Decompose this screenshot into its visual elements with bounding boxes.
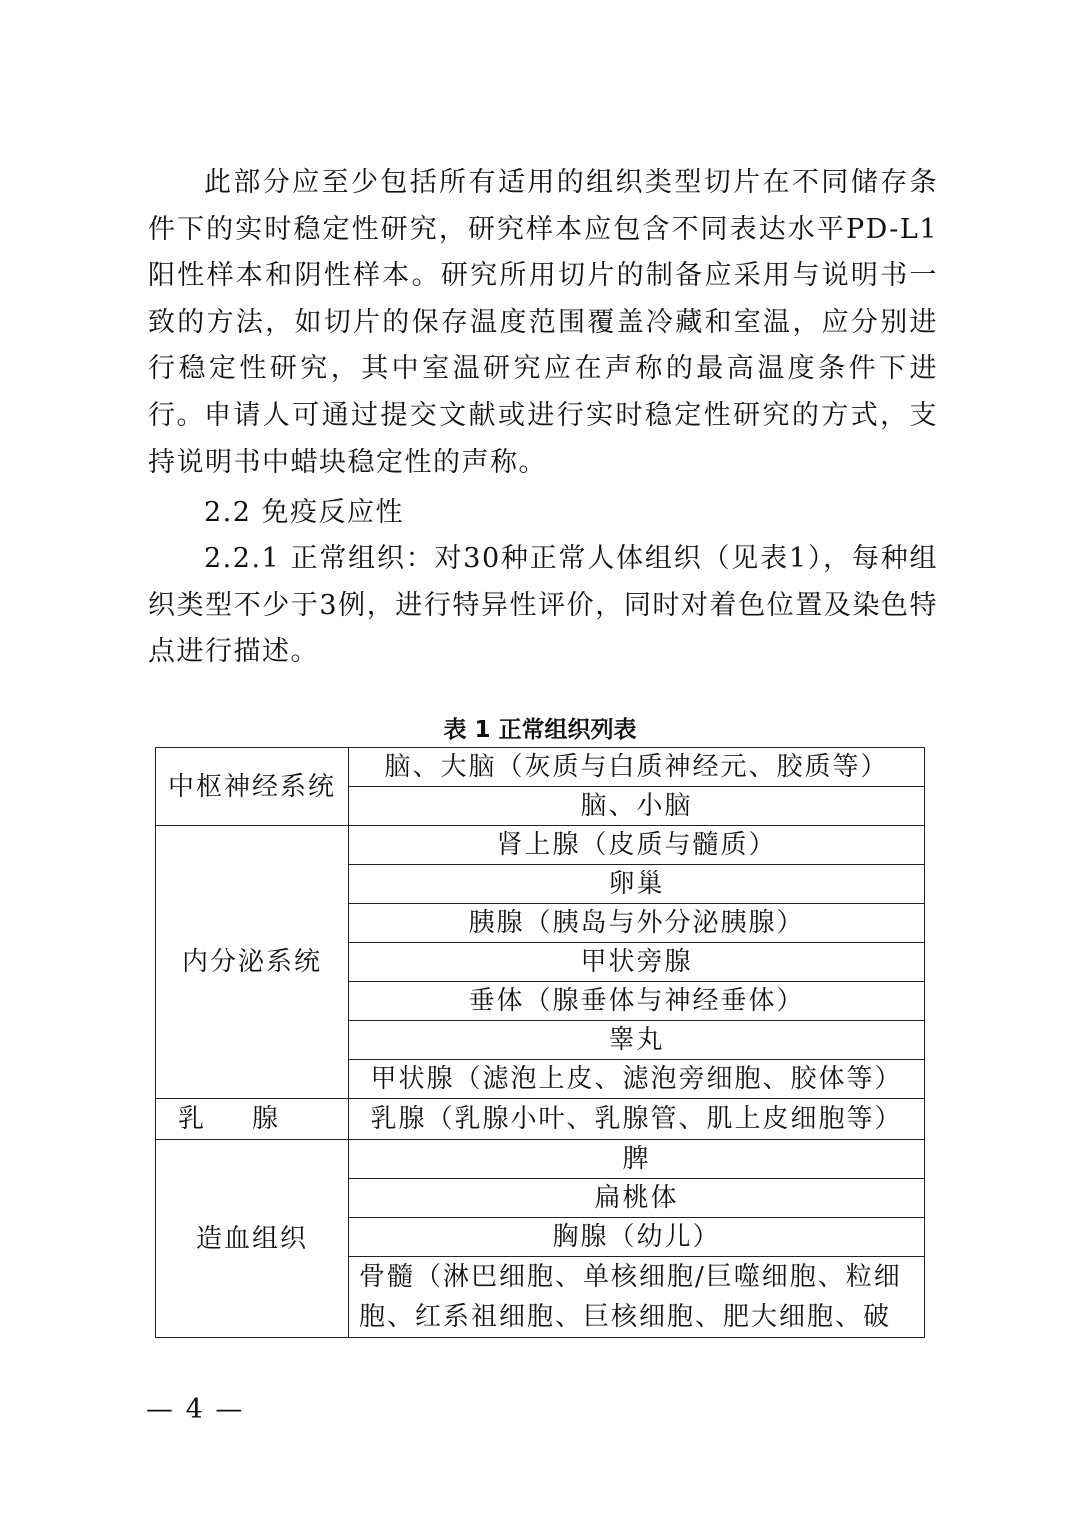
paragraph-stability-sections: 此部分应至少包括所有适用的组织类型切片在不同储存条件下的实时稳定性研究，研究样本应包含不同表达水平PD-L1阳性样本和阴性样本。研究所用切片的制备应采用与说明书一致的方法，如切片的保存温度范围覆盖冷藏和室温，应分别进行稳定性研究，其中室温研究应在声称的最高温度条件下进行。 bbox=[148, 167, 938, 431]
table-row bbox=[156, 748, 925, 787]
tissue-cell: 乳腺（乳腺小叶、乳腺管、肌上皮细胞等） bbox=[349, 1099, 925, 1140]
tissue-cell: 甲状腺（滤泡上皮、滤泡旁细胞、胶体等） bbox=[349, 1060, 925, 1099]
table-row bbox=[156, 1140, 925, 1179]
tissue-cell: 脾 bbox=[349, 1140, 925, 1179]
paragraph-literature-support: 申请人可通过提交文献或进行实时稳定性研究的方式，支持说明书中蜡块稳定性的声称。 bbox=[148, 400, 938, 478]
table-caption: 表 1 正常组织列表 bbox=[443, 717, 637, 743]
category-cns: 中枢神经系统 bbox=[156, 748, 349, 826]
category-endocrine: 内分泌系统 bbox=[156, 826, 349, 1099]
tissue-cell: 肾上腺（皮质与髓质） bbox=[349, 826, 925, 865]
tissue-cell: 脑、大脑（灰质与白质神经元、胶质等） bbox=[349, 748, 925, 787]
tissue-cell: 垂体（腺垂体与神经垂体） bbox=[349, 982, 925, 1021]
tissue-cell: 胸腺（幼儿） bbox=[349, 1218, 925, 1257]
table-row bbox=[156, 826, 925, 865]
table-row bbox=[156, 1099, 925, 1140]
tissue-cell: 甲状旁腺 bbox=[349, 943, 925, 982]
category-breast: 乳腺 bbox=[156, 1099, 349, 1140]
tissue-cell: 睾丸 bbox=[349, 1021, 925, 1060]
tissue-cell: 卵巢 bbox=[349, 865, 925, 904]
tissue-cell: 胰腺（胰岛与外分泌胰腺） bbox=[349, 904, 925, 943]
normal-tissue-table bbox=[155, 747, 925, 1338]
tissue-cell: 脑、小脑 bbox=[349, 787, 925, 826]
paragraph-normal-tissue: 2.2.1 正常组织：对30种正常人体组织（见表1），每种组织类型不少于3例，进行特异性评价，同时对着色位置及染色特点进行描述。 bbox=[148, 543, 938, 667]
tissue-cell-bone-marrow: 骨髓（淋巴细胞、单核细胞/巨噬细胞、粒细胞、红系祖细胞、巨核细胞、肥大细胞、破 bbox=[349, 1257, 925, 1338]
category-hematopoietic: 造血组织 bbox=[156, 1140, 349, 1338]
section-heading-immunoreactivity: 2.2 免疫反应性 bbox=[204, 497, 405, 528]
tissue-cell: 扁桃体 bbox=[349, 1179, 925, 1218]
page-number: — 4 — bbox=[146, 1394, 245, 1425]
